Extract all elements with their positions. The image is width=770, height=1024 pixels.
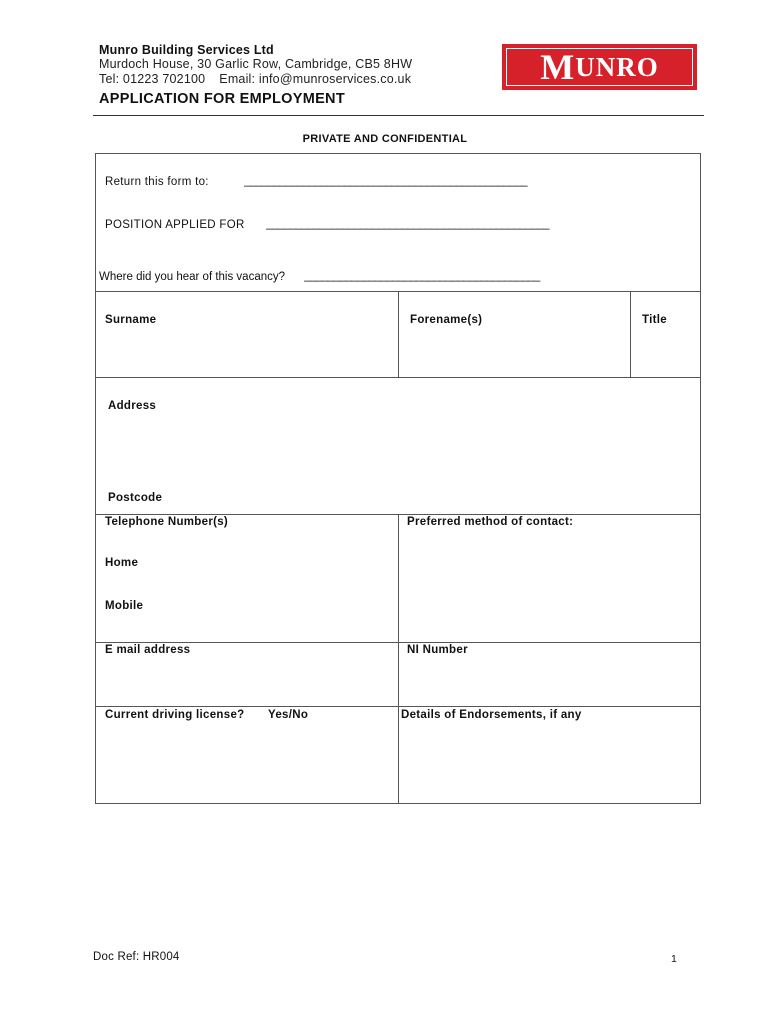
return-to-field[interactable]: ________________________________________________ bbox=[244, 175, 527, 187]
munro-logo-frame bbox=[506, 48, 693, 86]
return-to-label: Return this form to: bbox=[105, 176, 209, 188]
logo-first-letter: M bbox=[540, 47, 576, 87]
ni-number-label: NI Number bbox=[407, 644, 468, 656]
preferred-contact-label: Preferred method of contact: bbox=[407, 516, 574, 528]
header-divider bbox=[93, 115, 704, 116]
yes-no-option[interactable]: Yes/No bbox=[268, 709, 309, 721]
company-email: Email: info@munroservices.co.uk bbox=[219, 72, 412, 86]
home-phone-label: Home bbox=[105, 557, 139, 569]
row-divider-email bbox=[95, 642, 701, 643]
address-label: Address bbox=[108, 400, 157, 412]
confidential-label: PRIVATE AND CONFIDENTIAL bbox=[302, 133, 468, 145]
form-title: APPLICATION FOR EMPLOYMENT bbox=[99, 91, 345, 107]
title-label: Title bbox=[642, 314, 667, 326]
doc-ref: Doc Ref: HR004 bbox=[93, 951, 180, 963]
col-divider-surname bbox=[398, 291, 399, 378]
munro-logo bbox=[502, 44, 697, 90]
surname-label: Surname bbox=[105, 314, 157, 326]
col-divider-title bbox=[630, 291, 631, 378]
mobile-phone-label: Mobile bbox=[105, 600, 144, 612]
vacancy-source-field[interactable]: ________________________________________ bbox=[304, 270, 540, 282]
company-name: Munro Building Services Ltd bbox=[99, 43, 274, 57]
telephone-label: Telephone Number(s) bbox=[105, 516, 229, 528]
forenames-label: Forename(s) bbox=[410, 314, 483, 326]
company-address: Murdoch House, 30 Garlic Row, Cambridge, CB5 8HW bbox=[99, 57, 413, 71]
driving-license-label: Current driving license? bbox=[105, 709, 245, 721]
row-divider-license bbox=[95, 706, 701, 707]
company-tel: Tel: 01223 702100 bbox=[99, 72, 206, 86]
col-divider-lower bbox=[398, 514, 399, 804]
email-label: E mail address bbox=[105, 644, 191, 656]
position-label: POSITION APPLIED FOR bbox=[105, 219, 245, 231]
vacancy-source-label: Where did you hear of this vacancy? bbox=[99, 271, 286, 283]
postcode-label: Postcode bbox=[108, 492, 163, 504]
row-divider-address bbox=[95, 377, 701, 378]
position-field[interactable]: ________________________________________________ bbox=[266, 218, 549, 230]
logo-rest: UNRO bbox=[575, 52, 659, 82]
company-contact bbox=[99, 72, 411, 86]
endorsements-label: Details of Endorsements, if any bbox=[401, 709, 582, 721]
page-number: 1 bbox=[671, 953, 677, 965]
